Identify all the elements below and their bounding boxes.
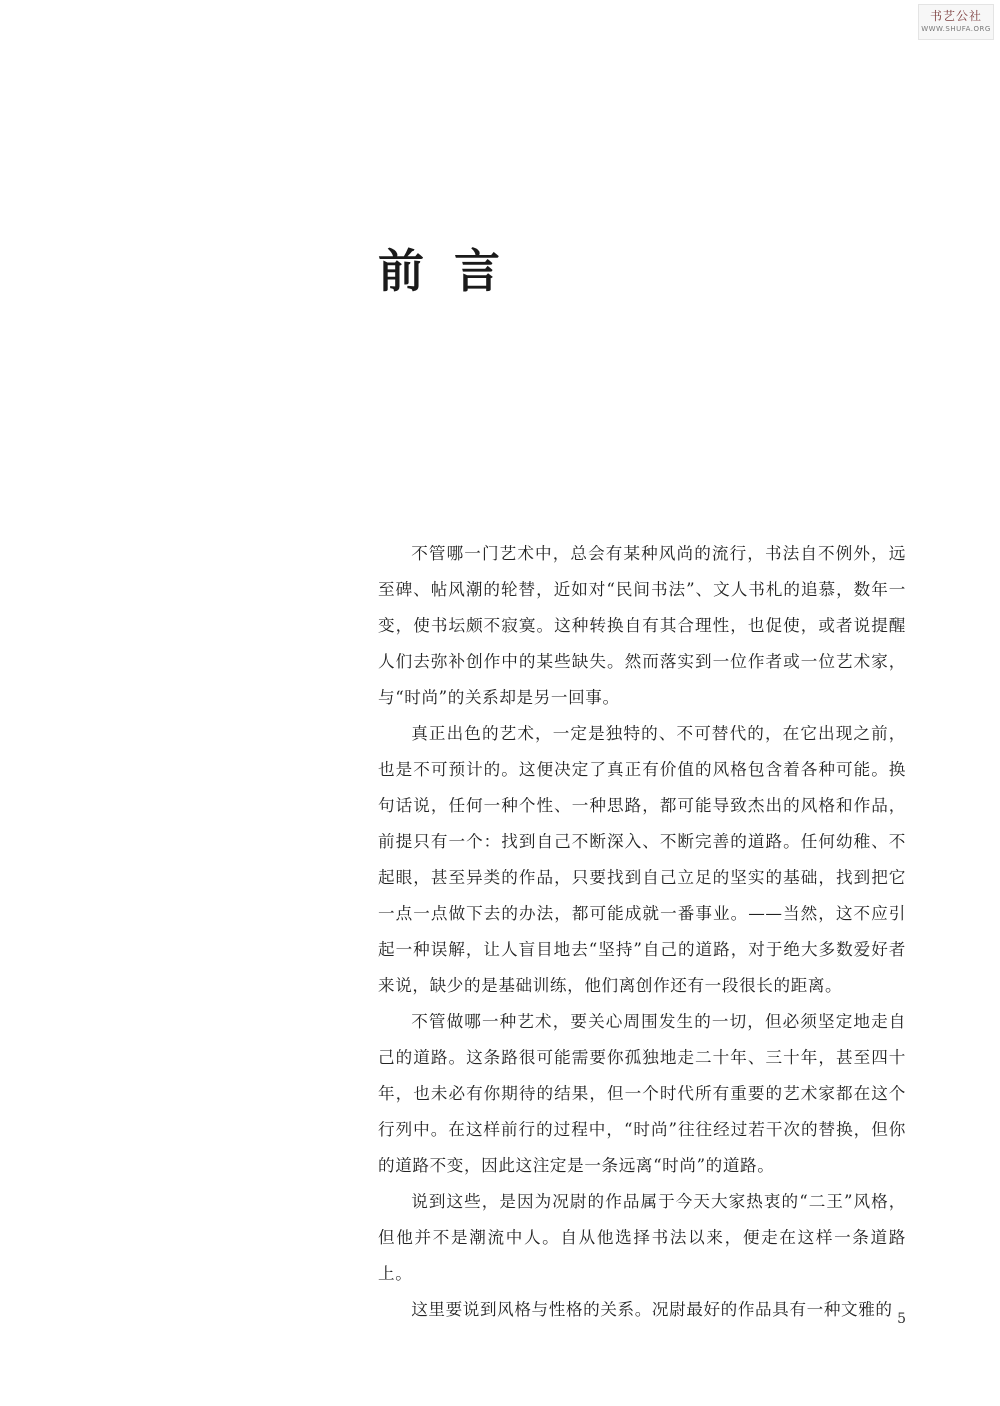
preface-body [378,536,906,1328]
paragraph: 这里要说到风格与性格的关系。况尉最好的作品具有一种文雅的 [411,1300,893,1319]
paragraph: 说到这些，是因为况尉的作品属于今天大家热衷的“二王”风格，但他并不是潮流中人。自从他选择书法以来，便走在这样一条道路上。 [378,1192,906,1283]
paragraph: 不管做哪一种艺术，要关心周围发生的一切，但必须坚定地走自己的道路。这条路很可能需要你孤独地走二十年、三十年，甚至四十年，也未必有你期待的结果，但一个时代所有重要的艺术家都在这个行列中。在这样前行的过程中，“时尚”往往经过若干次的替换，但你的道路不变，因此这注定是一条远离“时尚”的道路。 [378,1012,906,1175]
watermark-url: WWW.SHUFA.ORG [921,25,991,33]
watermark-seal-text: 书艺公社 [929,9,982,23]
paragraph: 不管哪一门艺术中，总会有某种风尚的流行，书法自不例外，远至碑、帖风潮的轮替，近如对“民间书法”、文人书札的追慕，数年一变，使书坛颇不寂寞。这种转换自有其合理性，也促使，或者说提醒人们去弥补创作中的某些缺失。然而落实到一位作者或一位艺术家，与“时尚”的关系却是另一回事。 [378,544,906,707]
watermark-logo [918,4,994,40]
paragraph: 真正出色的艺术，一定是独特的、不可替代的，在它出现之前，也是不可预计的。这便决定了真正有价值的风格包含着各种可能。换句话说，任何一种个性、一种思路，都可能导致杰出的风格和作品，前提只有一个：找到自己不断深入、不断完善的道路。任何幼稚、不起眼，甚至异类的作品，只要找到自己立足的坚实的基础，找到把它一点一点做下去的办法，都可能成就一番事业。——当然，这不应引起一种误解，让人盲目地去“坚持”自己的道路，对于绝大多数爱好者来说，缺少的是基础训练，他们离创作还有一段很长的距离。 [378,724,906,995]
page-title: 前言 [378,244,530,298]
page-number: 5 [897,1311,906,1327]
